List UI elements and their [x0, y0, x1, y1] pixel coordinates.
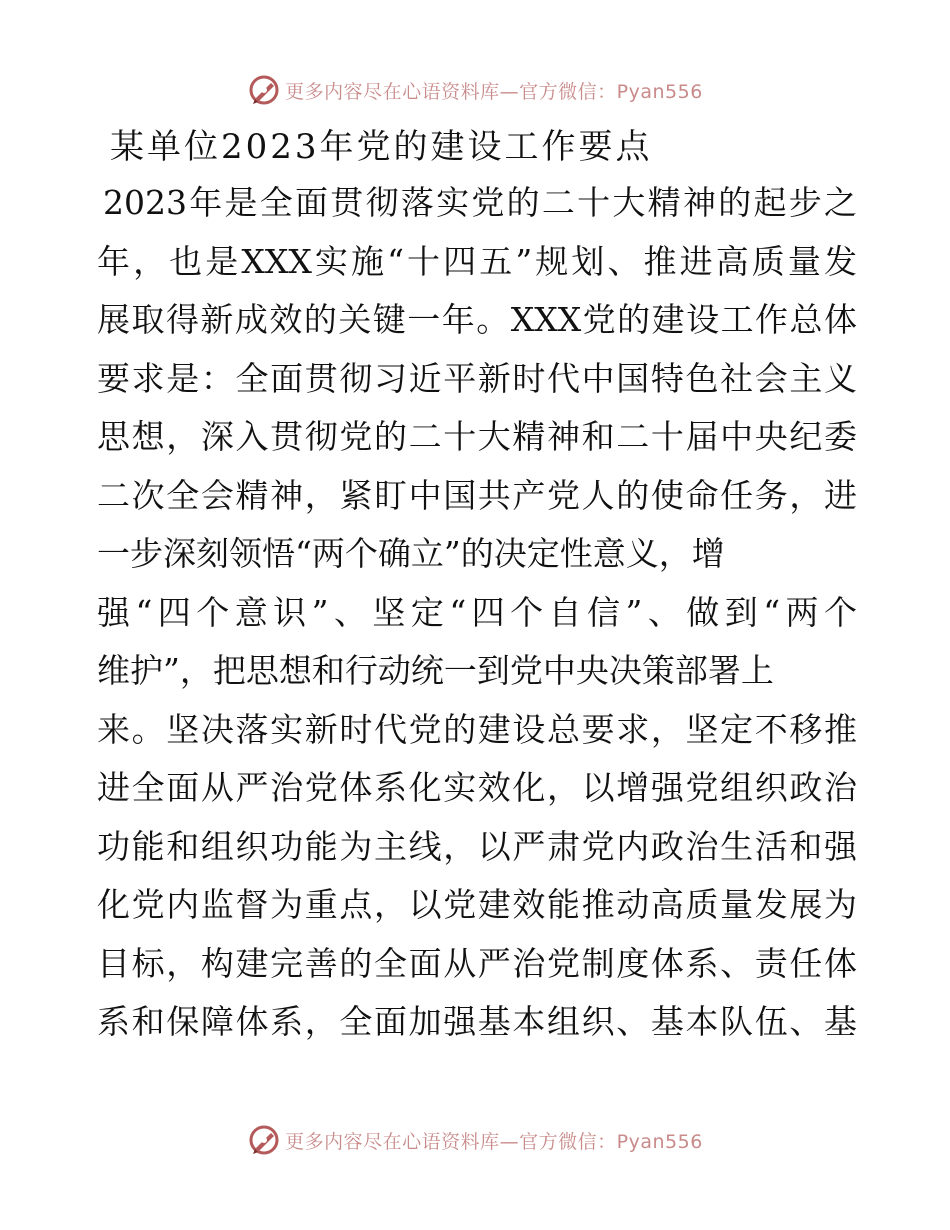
body-line: 二次全会精神，紧盯中国共产党人的使命任务，进 — [97, 475, 857, 515]
pen-logo-icon — [247, 73, 281, 107]
watermark-text: 更多内容尽在心语资料库—官方微信：Pyan556 — [285, 1130, 703, 1153]
body-line: 思想，深入贯彻党的二十大精神和二十届中央纪委 — [97, 417, 857, 456]
body-line: 强“四个意识”、坚定“四个自信”、做到“两个 — [97, 592, 857, 632]
watermark-banner-top — [0, 70, 950, 110]
body-line: 一步深刻领悟“两个确立”的决定性意义，增 — [97, 534, 725, 573]
body-line: 要求是：全面贯彻习近平新时代中国特色社会主义 — [97, 358, 857, 398]
pen-logo-icon — [247, 1123, 281, 1157]
body-line: 展取得新成效的关键一年。XXX党的建设工作总体 — [97, 300, 857, 339]
body-line: 维护”，把思想和行动统一到党中央决策部署上 — [97, 651, 774, 690]
body-line: 来。坚决落实新时代党的建设总要求，坚定不移推 — [97, 709, 857, 749]
body-line: 目标，构建完善的全面从严治党制度体系、责任体 — [97, 943, 857, 983]
body-line: 化党内监督为重点，以党建效能推动高质量发展为 — [97, 885, 857, 924]
body-line: 功能和组织功能为主线，以严肃党内政治生活和强 — [97, 826, 857, 866]
body-line: 系和保障体系，全面加强基本组织、基本队伍、基 — [97, 1002, 857, 1041]
body-line: 年，也是XXX实施“十四五”规划、推进高质量发 — [97, 241, 857, 281]
watermark-banner-bottom — [0, 1120, 950, 1160]
document-title: 某单位2023年党的建设工作要点 — [110, 127, 653, 167]
body-line: 进全面从严治党体系化实效化，以增强党组织政治 — [97, 768, 857, 807]
watermark-text: 更多内容尽在心语资料库—官方微信：Pyan556 — [285, 80, 703, 103]
body-line: 2023年是全面贯彻落实党的二十大精神的起步之 — [103, 183, 857, 222]
document-body — [97, 174, 857, 1052]
